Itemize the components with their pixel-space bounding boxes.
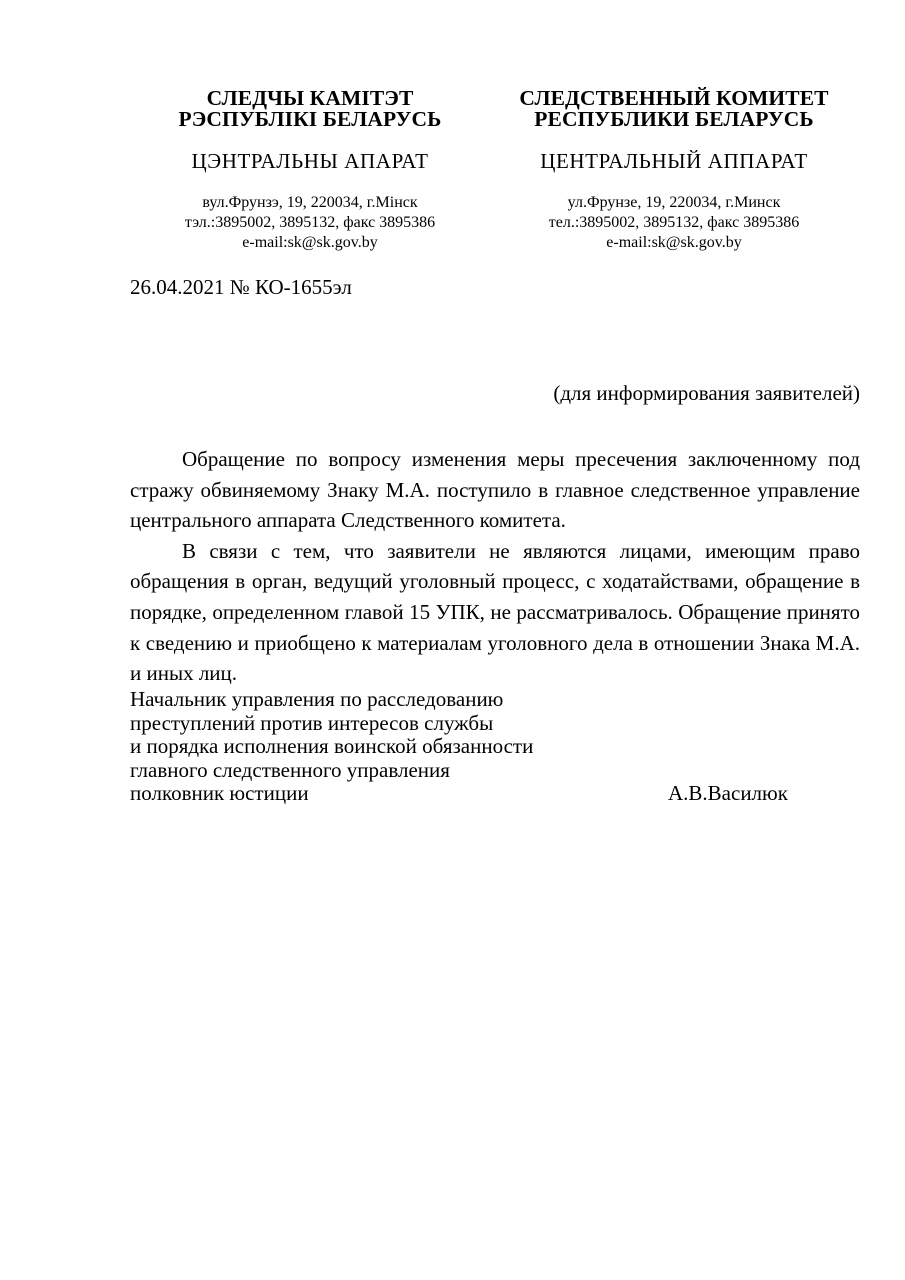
addressee-note: (для информирования заявителей) xyxy=(553,381,860,405)
signature-position xyxy=(130,688,630,806)
body-paragraph-1: Обращение по вопросу изменения меры пресечения заключенному под стражу обвиняемому Знаку М.А. поступило в главное следственное управление центрального аппарата Следственного комитета. xyxy=(130,447,860,533)
signature-position-line2: преступлений против интересов службы xyxy=(130,710,494,735)
header-left-email: e-mail:sk@sk.gov.by xyxy=(242,234,378,251)
header-right-address: ул.Фрунзе, 19, 220034, г.Минск xyxy=(567,194,781,211)
header-left-title-line1: СЛЕДЧЫ КАМІТЭТ xyxy=(206,86,414,110)
signatory-name: А.В.Василюк xyxy=(668,781,788,805)
letter-body xyxy=(130,444,860,689)
signature-position-line4: главного следственного управления xyxy=(130,757,450,782)
header-right-phone: тел.:3895002, 3895132, факс 3895386 xyxy=(548,214,800,231)
signature-position-line5: полковник юстиции xyxy=(130,781,309,805)
signature-position-line3: и порядка исполнения воинской обязанности xyxy=(130,734,534,758)
header-right-title-line1: СЛЕДСТВЕННЫЙ КОМИТЕТ xyxy=(519,86,829,110)
signature-position-line1: Начальник управления по расследованию xyxy=(130,687,504,711)
header-left-subtitle: ЦЭНТРАЛЬНЫ АПАРАТ xyxy=(191,149,429,173)
header-left-title-line2: РЭСПУБЛІКІ БЕЛАРУСЬ xyxy=(178,107,442,131)
header-right xyxy=(488,88,860,253)
header-right-email: e-mail:sk@sk.gov.by xyxy=(606,234,742,251)
header-right-subtitle: ЦЕНТРАЛЬНЫЙ АППАРАТ xyxy=(540,149,808,173)
document-reference: 26.04.2021 № КО-1655эл xyxy=(130,275,352,299)
header-right-title-line2: РЕСПУБЛИКИ БЕЛАРУСЬ xyxy=(534,107,814,131)
body-paragraph-2: В связи с тем, что заявители не являются лицами, имеющим право обращения в орган, ведущий уголовный процесс, с ходатайствами, обращение в порядке, определенном главой 15 УПК, не рассматривалось. Обращение принято к сведению и приобщено к материалам уголовного дела в отношении Знака М.А. и иных лиц. xyxy=(130,538,860,686)
header-left-address: вул.Фрунзэ, 19, 220034, г.Мінск xyxy=(202,194,418,211)
header-left xyxy=(130,88,490,253)
header-left-phone: тэл.:3895002, 3895132, факс 3895386 xyxy=(184,214,436,231)
